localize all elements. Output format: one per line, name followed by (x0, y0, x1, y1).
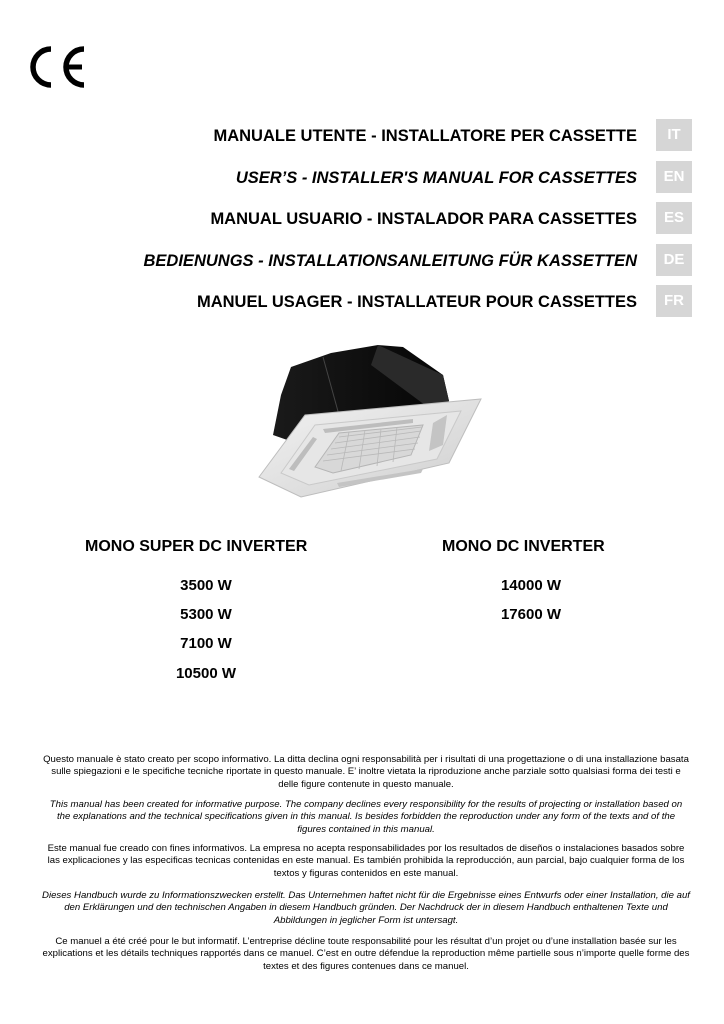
cassette-unit-image (253, 345, 487, 505)
lang-tab-en: EN (656, 161, 692, 193)
power-rating: 7100 W (180, 635, 232, 652)
title-es: MANUAL USUARIO - INSTALADOR PARA CASSETTES (210, 210, 637, 228)
ce-mark-logo (27, 44, 89, 90)
model-heading-super-dc: MONO SUPER DC INVERTER (85, 538, 308, 555)
disclaimer-en: This manual has been created for informative purpose. The company declines every responsibility for the results of projecting or installation based on the explanations and the technical specifications given in this manual. Is besides forbidden the reproduction under any form of the texts and of the figures contained in this manual. (49, 799, 683, 835)
lang-tab-es: ES (656, 202, 692, 234)
lang-tab-de: DE (656, 244, 692, 276)
model-heading-dc: MONO DC INVERTER (442, 538, 605, 555)
power-rating: 17600 W (500, 606, 562, 623)
disclaimer-fr: Ce manuel a été créé pour le but informatif. L’entreprise décline toute responsabilité pour les résultat d’un projet ou d’une installation basée sur les explications et les détails techniques rapportés dans ce manuel. C’est en outre défendue la reproduction même partielle sous n’importe quelle forme des textes et des figures contenues dans ce manuel. (42, 936, 690, 972)
power-rating: 14000 W (500, 577, 562, 594)
lang-tab-it: IT (656, 119, 692, 151)
lang-tab-fr: FR (656, 285, 692, 317)
title-it: MANUALE UTENTE - INSTALLATORE PER CASSETTE (213, 127, 637, 145)
disclaimer-it: Questo manuale è stato creato per scopo informativo. La ditta declina ogni responsabilità per i risultati di una progettazione o di una installazione basata sulle spiegazioni e le specifiche tecniche riportate in questo manuale. E’ inoltre vietata la riproduzione anche parziale sotto qualsiasi forma dei testi e delle figure contenute in questo manuale. (43, 754, 689, 790)
title-en: USER’S - INSTALLER'S MANUAL FOR CASSETTES (235, 169, 637, 187)
disclaimer-es: Este manual fue creado con fines informativos. La empresa no acepta responsabilidades por los resultados de diseños o instalaciones basados sobre las explicaciones y las especificas tecnicas contenidas en este manual. Es también prohibida la reproducción, aun parcial, bajo cualquier forma de los textos y figuras contenidos en este manual. (47, 843, 685, 879)
disclaimer-de: Dieses Handbuch wurde zu Informationszwecken erstellt. Das Unternehmen haftet nicht für die Ergebnisse eines Entwurfs oder einer Installation, die auf den Erklärungen und den technischen Angaben in diesem Handbuch gründen. Der Nachdruck der in diesem Handbuch enthaltenen Texte und Abbildungen in jeglicher Form ist untersagt. (42, 890, 690, 926)
title-de: BEDIENUNGS - INSTALLATIONSANLEITUNG FÜR KASSETTEN (143, 252, 637, 270)
title-fr: MANUEL USAGER - INSTALLATEUR POUR CASSETTES (196, 293, 637, 311)
power-rating: 10500 W (175, 665, 237, 682)
power-rating: 5300 W (180, 606, 232, 623)
power-rating: 3500 W (180, 577, 232, 594)
